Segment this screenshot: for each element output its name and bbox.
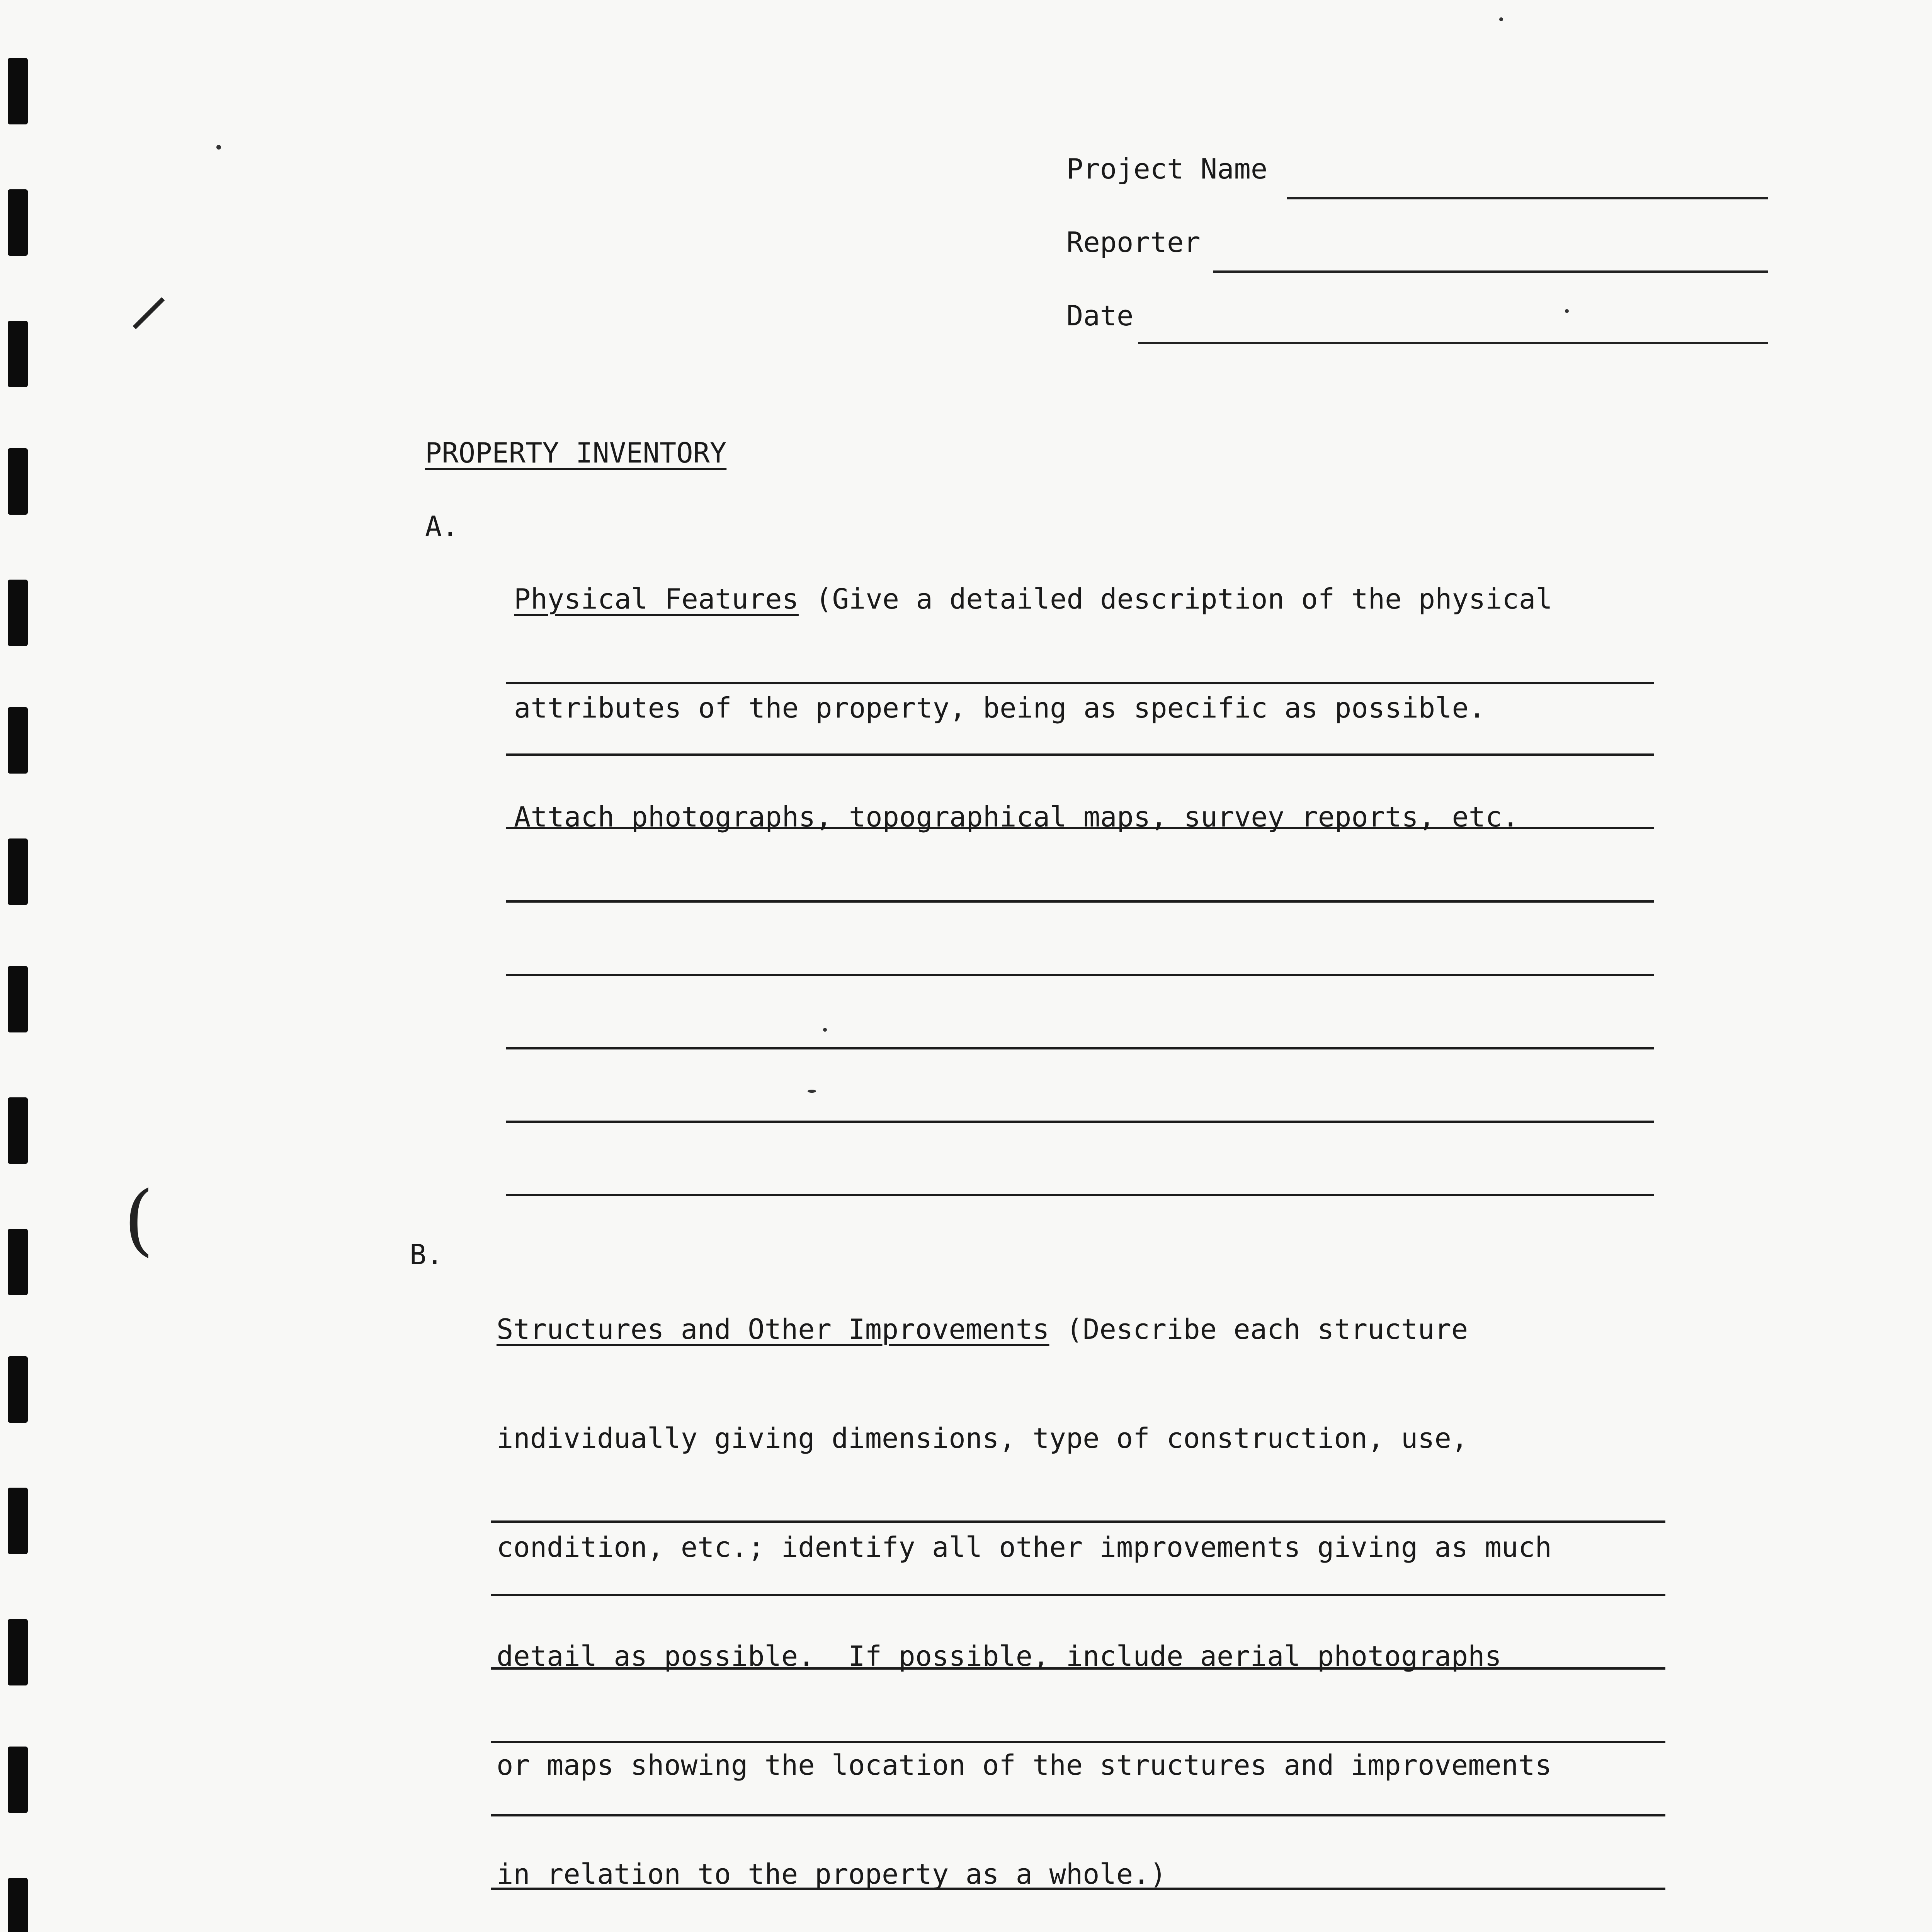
answer-line[interactable] — [491, 1888, 1665, 1890]
punch-hole — [8, 321, 28, 387]
instruction-line — [497, 1311, 1552, 1347]
punch-hole — [8, 1097, 28, 1164]
instruction-line: in relation to the property as a whole.) — [497, 1858, 1167, 1890]
scan-mark: ⸝ — [128, 243, 170, 342]
answer-line[interactable] — [506, 974, 1654, 976]
instruction-line: attributes of the property, being as specific as possible. — [514, 692, 1486, 724]
instruction-line: Attach photographs, topographical maps, survey reports, etc. — [514, 801, 1519, 833]
punch-hole — [8, 58, 28, 124]
scan-speck — [823, 1028, 827, 1032]
answer-line[interactable] — [491, 1814, 1665, 1816]
punch-hole — [8, 1878, 28, 1932]
section-instructions — [497, 1238, 1552, 1932]
punch-hole — [8, 707, 28, 774]
instruction-text: (Describe each structure — [1049, 1313, 1468, 1345]
punch-hole — [8, 580, 28, 646]
section-instructions — [514, 508, 1553, 908]
project-name-field[interactable] — [1287, 197, 1768, 199]
punch-hole — [8, 1619, 28, 1685]
section-marker: A. — [425, 510, 459, 543]
answer-line[interactable] — [506, 753, 1654, 756]
answer-line[interactable] — [491, 1667, 1665, 1670]
punch-hole — [8, 1229, 28, 1295]
punch-hole — [8, 1747, 28, 1813]
instruction-text: (Give a detailed description of the physical — [798, 583, 1553, 615]
instruction-line: or maps showing the location of the structures and improvements — [497, 1749, 1552, 1781]
page-title: PROPERTY INVENTORY — [425, 437, 727, 469]
answer-line[interactable] — [506, 1121, 1654, 1123]
answer-line[interactable] — [506, 1047, 1654, 1049]
instruction-line: individually giving dimensions, type of construction, use, — [497, 1422, 1468, 1454]
section-heading: Structures and Other Improvements — [497, 1313, 1049, 1345]
instruction-line — [514, 581, 1553, 617]
section-heading: Physical Features — [514, 583, 799, 615]
punch-hole — [8, 1356, 28, 1423]
punch-hole — [8, 1488, 28, 1554]
scan-mark: ( — [124, 1175, 154, 1265]
punch-hole — [8, 966, 28, 1032]
punch-hole — [8, 838, 28, 905]
instruction-line: condition, etc.; identify all other improvements giving as much — [497, 1531, 1552, 1563]
scan-speck — [1565, 309, 1569, 313]
date-field[interactable] — [1138, 342, 1768, 344]
project-name-label: Project Name — [1066, 153, 1268, 185]
instruction-line: detail as possible. If possible, include aerial photographs — [497, 1640, 1502, 1672]
punch-hole — [8, 448, 28, 515]
section-marker: B. — [410, 1238, 443, 1271]
date-label: Date — [1066, 299, 1134, 332]
scan-speck — [808, 1090, 816, 1093]
punch-hole — [8, 189, 28, 256]
answer-line[interactable] — [506, 827, 1654, 829]
scan-speck — [216, 145, 221, 150]
answer-line[interactable] — [506, 900, 1654, 903]
answer-line[interactable] — [506, 682, 1654, 684]
answer-line[interactable] — [491, 1594, 1665, 1596]
scan-speck — [1499, 17, 1503, 21]
reporter-field[interactable] — [1213, 270, 1768, 273]
answer-line[interactable] — [506, 1194, 1654, 1196]
reporter-label: Reporter — [1066, 226, 1201, 259]
answer-line[interactable] — [491, 1520, 1665, 1523]
answer-line[interactable] — [491, 1741, 1665, 1743]
